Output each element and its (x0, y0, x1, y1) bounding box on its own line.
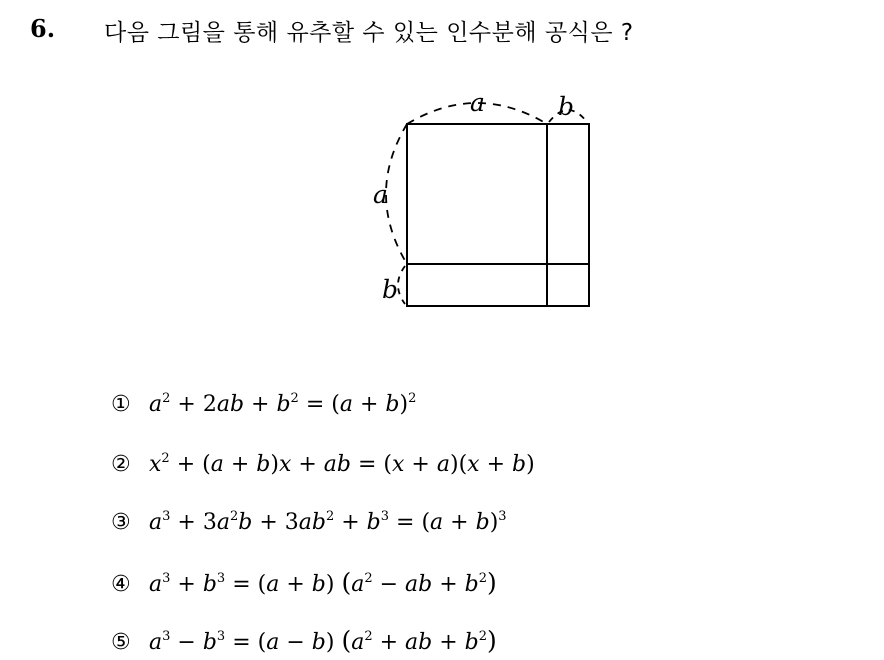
choice-1[interactable] (111, 392, 416, 417)
choice-2-formula: $x^2 + (a + b)x$ + ab = (x + a)(x + b) (149, 451, 535, 477)
outer-square (407, 124, 589, 306)
choice-4-formula: $a^3 + b^3 = (a + b) (a^2$ − ab + $b^2$) (149, 568, 497, 597)
choice-3-formula: $a^3 + 3a^2b + 3ab^2 + b^3 = (a + b)^3$ (149, 509, 507, 535)
choice-3-marker: ③ (111, 510, 131, 535)
label-left-b: b (382, 275, 399, 304)
square-diagram (360, 84, 620, 320)
choice-4-marker: ④ (111, 572, 131, 597)
question-number: 6. (30, 14, 56, 43)
choice-1-formula: $a^2 + 2ab + b^2 = (a + b)^2$ (149, 391, 417, 417)
choice-5[interactable] (111, 626, 497, 655)
choice-4[interactable] (111, 568, 497, 597)
label-top-a: a (470, 88, 485, 117)
choice-1-marker: ① (111, 392, 131, 417)
choice-2[interactable] (111, 452, 535, 477)
choice-5-marker: ⑤ (111, 630, 131, 655)
choice-3[interactable] (111, 510, 507, 535)
square-diagram-svg (360, 84, 620, 320)
label-top-b: b (558, 92, 575, 121)
label-left-a: a (373, 180, 388, 209)
question-text: 다음 그림을 통해 유추할 수 있는 인수분해 공식은 ? (104, 20, 634, 46)
choice-5-formula: $a^3 - b^3 = (a - b) (a^2$ + ab + $b^2$) (149, 626, 497, 655)
choice-2-marker: ② (111, 452, 131, 477)
left-a-brace (386, 124, 407, 264)
left-b-brace (398, 266, 405, 304)
